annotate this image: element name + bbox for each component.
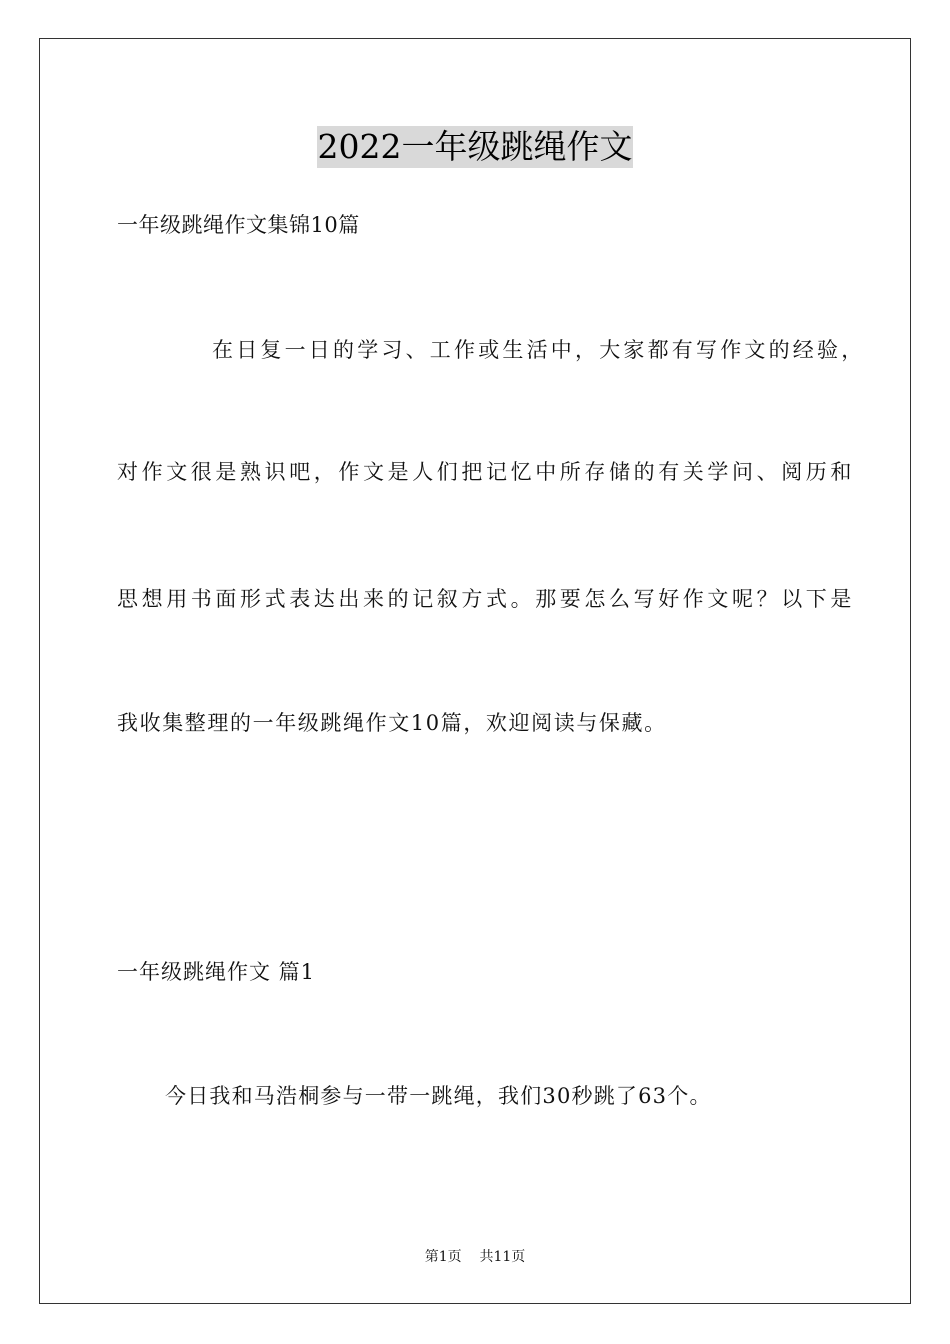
page-number-total: 共11页 <box>479 1249 526 1265</box>
document-title: 2022一年级跳绳作文 <box>317 127 633 166</box>
intro-line-3: 思想用书面形式表达出来的记叙方式。那要怎么写好作文呢？以下是 <box>117 587 855 611</box>
section-body-line: 今日我和马浩桐参与一带一跳绳，我们30秒跳了63个。 <box>165 1084 712 1108</box>
intro-line-2: 对作文很是熟识吧，作文是人们把记忆中所存储的有关学问、阅历和 <box>117 460 855 484</box>
title-container <box>0 126 950 168</box>
page-number-current: 第1页 <box>424 1249 462 1265</box>
intro-line-4: 我收集整理的一年级跳绳作文10篇，欢迎阅读与保藏。 <box>117 711 667 735</box>
intro-line-1: 在日复一日的学习、工作或生活中，大家都有写作文的经验， <box>212 338 866 362</box>
document-subtitle: 一年级跳绳作文集锦10篇 <box>117 213 360 237</box>
section-heading: 一年级跳绳作文 篇1 <box>117 960 316 984</box>
page-footer <box>0 1248 950 1266</box>
